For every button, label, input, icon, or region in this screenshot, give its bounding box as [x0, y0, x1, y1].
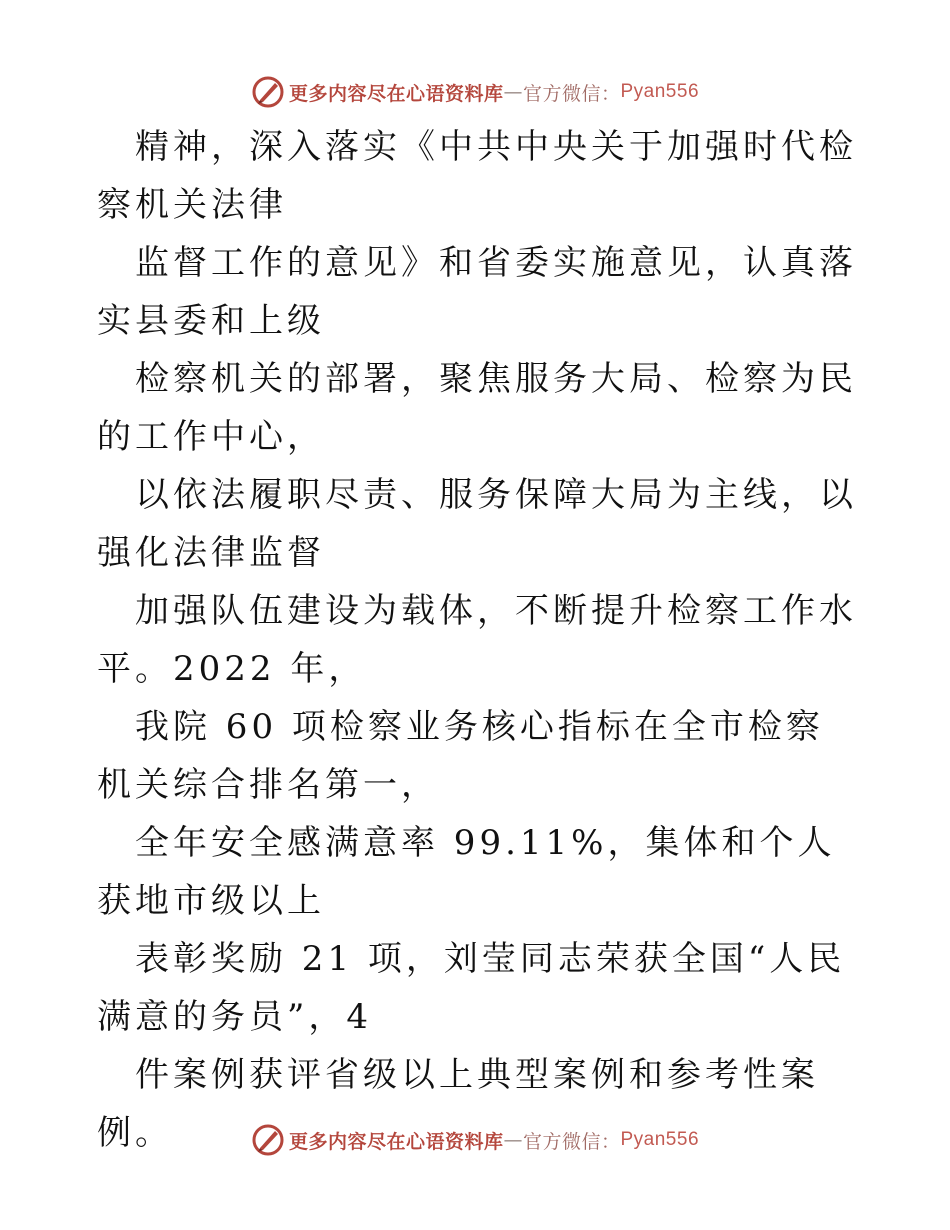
header-watermark-banner	[0, 72, 950, 112]
paragraph-line-9: 件案例获评省级以上典型案例和参考性案例。	[97, 1055, 819, 1153]
document-body	[97, 118, 857, 1162]
banner-dash: —	[503, 1129, 523, 1151]
paragraph-line-5: 加强队伍建设为载体，不断提升检察工作水平。2022 年，	[97, 591, 857, 689]
banner-dash: —	[503, 81, 523, 103]
paragraph-line-2: 监督工作的意见》和省委实施意见，认真落实县委和上级	[97, 243, 857, 341]
paragraph-line-7: 全年安全感满意率 99.11%，集体和个人获地市级以上	[97, 823, 836, 921]
paragraph-line-1: 精神，深入落实《中共中央关于加强时代检察机关法律	[97, 127, 857, 225]
quill-pen-circle-icon	[251, 75, 285, 109]
contact-label: 官方微信：	[522, 1130, 621, 1153]
paragraph-line-8: 表彰奖励 21 项，刘莹同志荣获全国“人民满意的务员”，4	[97, 939, 846, 1037]
quill-pen-circle-icon	[251, 1123, 285, 1157]
paragraph-line-3: 检察机关的部署，聚焦服务大局、检察为民的工作中心，	[97, 359, 857, 457]
contact-label: 官方微信：	[522, 82, 621, 105]
brand-text: 更多内容尽在心语资料库	[288, 82, 504, 105]
wechat-id: Pyan556	[620, 1129, 700, 1150]
paragraph-line-6: 我院 60 项检察业务核心指标在全市检察机关综合排名第一，	[97, 707, 824, 805]
brand-text: 更多内容尽在心语资料库	[288, 1130, 504, 1153]
footer-watermark-banner	[0, 1120, 950, 1160]
wechat-id: Pyan556	[620, 81, 700, 102]
paragraph-line-4: 以依法履职尽责、服务保障大局为主线，以强化法律监督	[97, 475, 857, 573]
